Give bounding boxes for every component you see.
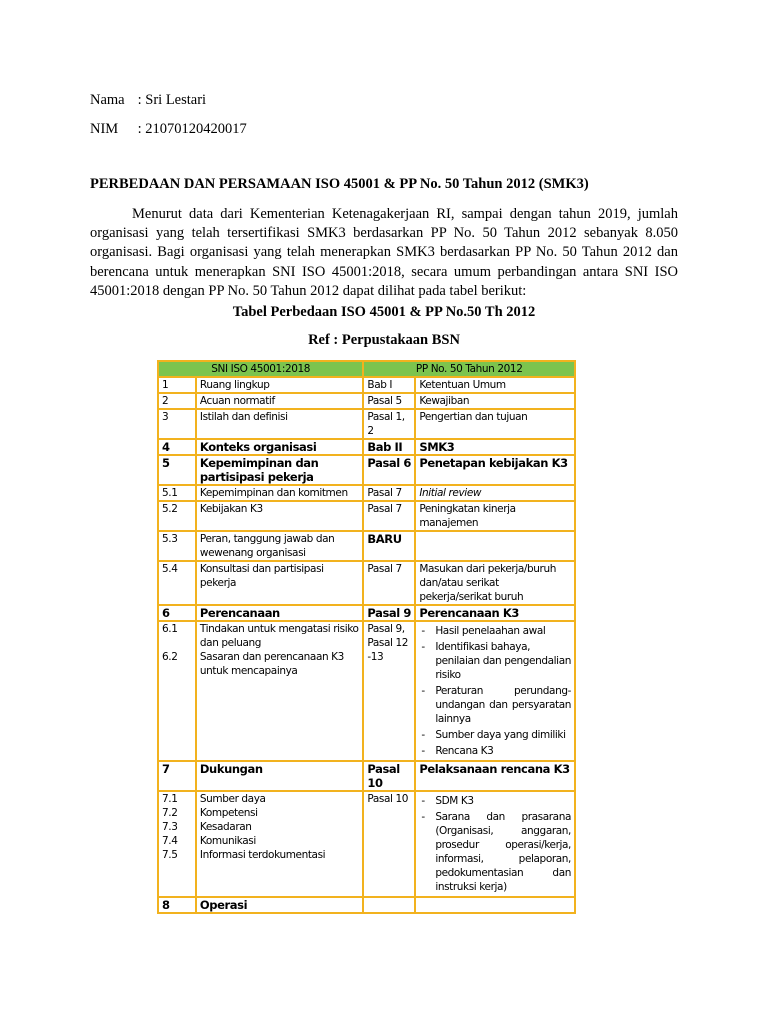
pp-article: Pasal 10 xyxy=(363,761,415,791)
clause-number: 7.4 xyxy=(162,835,178,847)
clause-title: Acuan normatif xyxy=(196,393,364,409)
pp-description: Initial review xyxy=(415,485,575,501)
clause-number: 4 xyxy=(158,439,196,455)
list-item: - Hasil penelaahan awal xyxy=(419,624,571,638)
table-row xyxy=(158,561,575,605)
table-row xyxy=(158,531,575,561)
clause-number: 7.3 xyxy=(162,821,178,833)
table-row xyxy=(158,409,575,439)
clause-title: Peran, tanggung jawab dan wewenang organisasi xyxy=(196,531,364,561)
clause-title: Operasi xyxy=(196,897,364,913)
clause-title: Kebijakan K3 xyxy=(196,501,364,531)
pp-description-list xyxy=(415,791,575,897)
pp-article: BARU xyxy=(363,531,415,561)
name-row xyxy=(90,92,206,109)
pp-description: SMK3 xyxy=(415,439,575,455)
clause-title: Perencanaan xyxy=(196,605,364,621)
clause-number: 5 xyxy=(158,455,196,485)
pp-article: Pasal 9 xyxy=(363,605,415,621)
clause-title: Kompetensi xyxy=(199,807,258,819)
table-row xyxy=(158,455,575,485)
pp-article: Pasal 10 xyxy=(363,791,415,897)
table-reference: Ref : Perpustakaan BSN xyxy=(308,332,460,348)
clause-title: Istilah dan definisi xyxy=(196,409,364,439)
list-item: - SDM K3 xyxy=(419,794,571,808)
table-caption: Tabel Perbedaan ISO 45001 & PP No.50 Th 2012 xyxy=(232,304,536,320)
nim-row xyxy=(90,121,247,138)
table-row xyxy=(158,439,575,455)
list-item: - Rencana K3 xyxy=(419,744,571,758)
clause-number: 8 xyxy=(158,897,196,913)
pp-description-list xyxy=(415,621,575,761)
pp-article: Pasal 5 xyxy=(363,393,415,409)
header-sni-iso: SNI ISO 45001:2018 xyxy=(158,361,363,377)
pp-description: Masukan dari pekerja/buruh dan/atau serikat pekerja/serikat buruh xyxy=(415,561,575,605)
clause-title: Kepemimpinan dan komitmen xyxy=(196,485,364,501)
clause-title: Sumber daya xyxy=(199,793,266,805)
nim-value: : 21070120420017 xyxy=(137,121,247,137)
table-row xyxy=(158,791,575,897)
clause-number: 6.1 xyxy=(162,623,178,635)
pp-description: Ketentuan Umum xyxy=(415,377,575,393)
table-row xyxy=(158,761,575,791)
pp-article: Pasal 7 xyxy=(363,485,415,501)
name-label: Nama xyxy=(90,92,125,108)
clause-number: 6 xyxy=(158,605,196,621)
table-row xyxy=(158,377,575,393)
pp-article: Pasal 9, Pasal 12 -13 xyxy=(363,621,415,761)
clause-title: Sasaran dan perencanaan K3 untuk mencapainya xyxy=(199,651,344,677)
clause-title: Dukungan xyxy=(196,761,364,791)
clause-title: Konsultasi dan partisipasi pekerja xyxy=(196,561,364,605)
pp-description: Pengertian dan tujuan xyxy=(415,409,575,439)
table-row xyxy=(158,501,575,531)
intro-paragraph: Menurut data dari Kementerian Ketenagakerjaan RI, sampai dengan tahun 2019, jumlah organisasi yang telah tersertifikasi SMK3 berdasarkan PP No. 50 Tahun 2012 sebanyak 8.050 organisasi. Bagi organisasi yang telah menerapkan SMK3 berdasarkan PP No. 50 Tahun 2012 dan berencana untuk menerapkan SNI ISO 45001:2018, secara umum perbandingan antara SNI ISO 45001:2018 dengan PP No. 50 Tahun 2012 dapat dilihat pada tabel berikut: xyxy=(90,206,678,299)
pp-article xyxy=(363,897,415,913)
clause-number: 5.2 xyxy=(158,501,196,531)
pp-article: Pasal 7 xyxy=(363,561,415,605)
clause-number: 7.2 xyxy=(162,807,178,819)
pp-article: Bab I xyxy=(363,377,415,393)
clause-number: 5.4 xyxy=(158,561,196,605)
pp-article: Bab II xyxy=(363,439,415,455)
clause-titles xyxy=(196,791,364,897)
clause-numbers xyxy=(158,621,196,761)
clause-title: Konteks organisasi xyxy=(196,439,364,455)
clause-number: 5.1 xyxy=(158,485,196,501)
table-row xyxy=(158,485,575,501)
pp-article: Pasal 1, 2 xyxy=(363,409,415,439)
pp-description: Perencanaan K3 xyxy=(415,605,575,621)
clause-number: 7.5 xyxy=(162,849,178,861)
clause-number: 5.3 xyxy=(158,531,196,561)
clause-title: Kepemimpinan dan partisipasi pekerja xyxy=(196,455,364,485)
clause-number: 2 xyxy=(158,393,196,409)
pp-description: Kewajiban xyxy=(415,393,575,409)
clause-number: 1 xyxy=(158,377,196,393)
clause-number: 7 xyxy=(158,761,196,791)
header-pp-50: PP No. 50 Tahun 2012 xyxy=(363,361,575,377)
table-row xyxy=(158,393,575,409)
pp-description: Penetapan kebijakan K3 xyxy=(415,455,575,485)
table-row xyxy=(158,621,575,761)
clause-number: 6.2 xyxy=(162,651,178,663)
clause-number: 7.1 xyxy=(162,793,178,805)
pp-description: Peningkatan kinerja manajemen xyxy=(415,501,575,531)
clause-numbers xyxy=(158,791,196,897)
list-item: - Sarana dan prasarana (Organisasi, anggaran, prosedur operasi/kerja, informasi, pelaporan, pedokumentasian dan instruksi kerja) xyxy=(419,810,571,894)
name-value: : Sri Lestari xyxy=(137,92,207,108)
table-row xyxy=(158,605,575,621)
clause-title: Ruang lingkup xyxy=(196,377,364,393)
nim-label: NIM xyxy=(90,121,119,137)
pp-article: Pasal 6 xyxy=(363,455,415,485)
document-title: PERBEDAAN DAN PERSAMAAN ISO 45001 & PP No. 50 Tahun 2012 (SMK3) xyxy=(90,176,589,192)
list-item: - Sumber daya yang dimiliki xyxy=(419,728,571,742)
table-header-row xyxy=(158,361,575,377)
pp-article: Pasal 7 xyxy=(363,501,415,531)
pp-description xyxy=(415,897,575,913)
clause-title: Kesadaran xyxy=(199,821,252,833)
clause-number: 3 xyxy=(158,409,196,439)
clause-title: Tindakan untuk mengatasi risiko dan peluang xyxy=(199,623,359,649)
clause-title: Informasi terdokumentasi xyxy=(199,849,326,861)
clause-title: Komunikasi xyxy=(199,835,256,847)
comparison-table xyxy=(157,360,576,914)
table-row xyxy=(158,897,575,913)
pp-description: Pelaksanaan rencana K3 xyxy=(415,761,575,791)
list-item: - Peraturan perundang-undangan dan persyaratan lainnya xyxy=(419,684,571,726)
list-item: - Identifikasi bahaya, penilaian dan pengendalian risiko xyxy=(419,640,571,682)
clause-titles xyxy=(196,621,364,761)
pp-description xyxy=(415,531,575,561)
